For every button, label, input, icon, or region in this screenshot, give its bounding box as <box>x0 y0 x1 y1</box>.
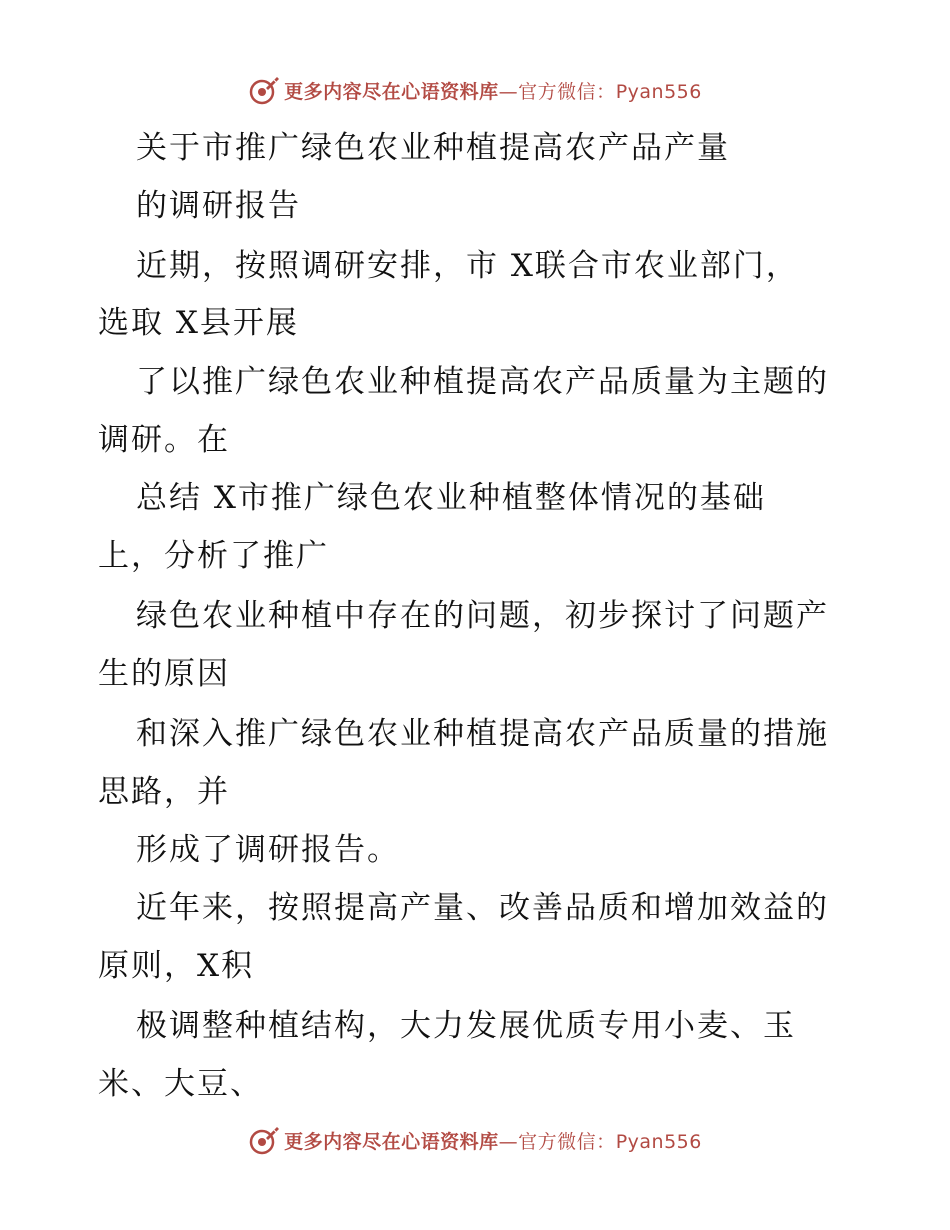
header-banner-separator: —官方微信： <box>498 80 616 103</box>
paragraph-line: 选取 X县开展 <box>98 305 299 341</box>
document-title-line-1: 关于市推广绿色农业种植提高农产品产量 <box>136 130 730 166</box>
paragraph-line: 思路，并 <box>98 774 230 810</box>
paragraph-line: 生的原因 <box>98 656 230 692</box>
footer-banner-separator: —官方微信： <box>498 1130 616 1153</box>
header-banner-account: Pyan556 <box>615 80 702 103</box>
footer-banner-account: Pyan556 <box>615 1130 702 1153</box>
paragraph-line: 近期，按照调研安排，市 X联合市农业部门， <box>136 248 799 284</box>
paragraph-line: 绿色农业种植中存在的问题，初步探讨了问题产 <box>136 598 829 634</box>
paragraph-line: 形成了调研报告。 <box>136 832 400 868</box>
footer-banner-text: 更多内容尽在心语资料库 <box>284 1130 499 1153</box>
paragraph-line: 米、大豆、 <box>98 1066 263 1102</box>
paragraph-line: 总结 X市推广绿色农业种植整体情况的基础 <box>136 480 766 516</box>
document-title-line-2: 的调研报告 <box>136 188 301 224</box>
header-banner-text: 更多内容尽在心语资料库 <box>284 80 499 103</box>
paragraph-line: 了以推广绿色农业种植提高农产品质量为主题的 <box>136 364 829 400</box>
paragraph-line: 调研。在 <box>98 422 230 458</box>
paragraph-line: 极调整种植结构，大力发展优质专用小麦、玉 <box>136 1008 796 1044</box>
footer-banner <box>0 1120 950 1160</box>
pen-nib-logo-icon <box>248 1124 280 1156</box>
paragraph-line: 和深入推广绿色农业种植提高农产品质量的措施 <box>136 716 829 752</box>
pen-nib-logo-icon <box>248 74 280 106</box>
paragraph-line: 上，分析了推广 <box>98 538 329 574</box>
paragraph-line: 近年来，按照提高产量、改善品质和增加效益的 <box>136 890 829 926</box>
paragraph-line: 原则，X积 <box>98 948 255 984</box>
header-banner <box>0 70 950 110</box>
